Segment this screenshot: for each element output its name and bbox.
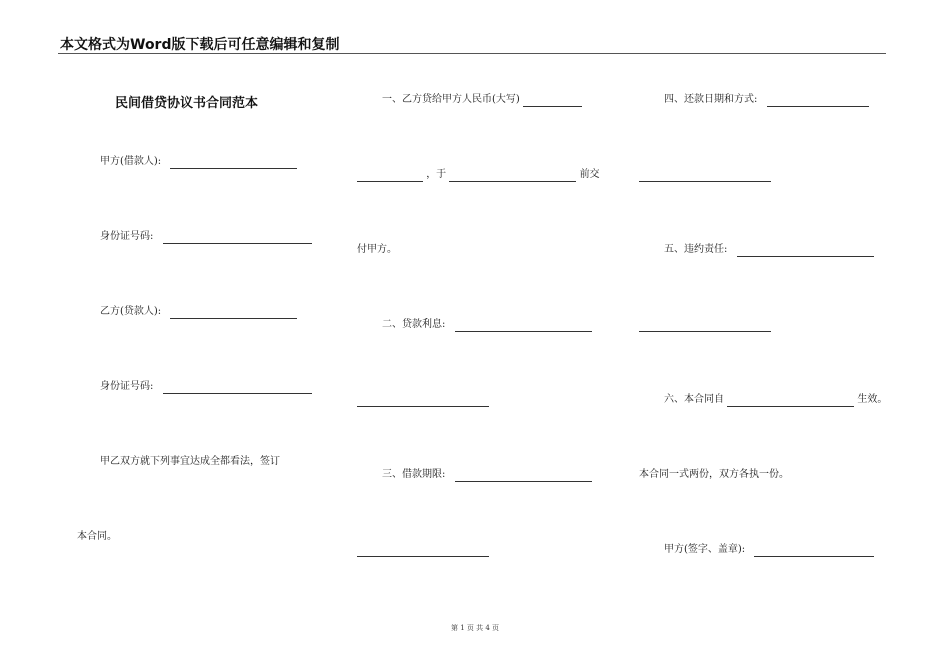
party-b-line xyxy=(100,305,297,319)
item6-line xyxy=(664,393,887,407)
id-b-label: 身份证号码: xyxy=(100,381,154,392)
item4-blank-2 xyxy=(639,169,771,182)
item4-blank xyxy=(767,94,869,107)
item4-cont-line xyxy=(639,168,771,182)
sign-a-blank xyxy=(754,544,874,557)
item1-date-blank xyxy=(449,169,576,182)
item4-label: 四、还款日期和方式: xyxy=(664,94,758,105)
item5-label: 五、违约责任: xyxy=(664,244,728,255)
item1-blank-a xyxy=(357,169,423,182)
item1-cont-line: 付甲方。 xyxy=(357,244,397,255)
item1-label: 一、乙方贷给甲方人民币(大写) xyxy=(382,94,520,105)
item6-end-text: 生效。 xyxy=(857,394,888,405)
item5-cont-line xyxy=(639,318,771,332)
item1-mid-text: ，于 xyxy=(426,169,447,180)
item1-amount-blank xyxy=(523,94,582,107)
item2-cont-line xyxy=(357,393,489,407)
item2-label: 二、贷款利息: xyxy=(382,319,446,330)
document-title: 民间借贷协议书合同范本 xyxy=(115,96,259,111)
intro-line-1: 甲乙双方就下列事宜达成全都看法，签订 xyxy=(100,456,280,467)
id-b-line xyxy=(100,380,312,394)
item6-label: 六、本合同自 xyxy=(664,394,724,405)
header-divider xyxy=(58,53,886,54)
item3-label: 三、借款期限: xyxy=(382,469,446,480)
item1-line xyxy=(382,93,582,107)
id-a-label: 身份证号码: xyxy=(100,231,154,242)
item3-cont-line xyxy=(357,543,489,557)
item2-blank xyxy=(455,319,592,332)
sign-a-label: 甲方(签字、盖章): xyxy=(664,544,746,555)
page-footer: 第 1 页 共 4 页 xyxy=(450,624,500,632)
page-header: 本文格式为Word版下载后可任意编辑和复制 xyxy=(60,37,340,53)
item6-date-blank xyxy=(727,394,854,407)
item3-blank xyxy=(455,469,592,482)
item1-line-2 xyxy=(357,168,600,182)
id-b-blank xyxy=(163,381,312,394)
party-b-blank xyxy=(170,306,297,319)
item3-blank-2 xyxy=(357,544,489,557)
item2-blank-2 xyxy=(357,394,489,407)
item4-line xyxy=(664,93,869,107)
party-a-line xyxy=(100,155,297,169)
copies-line: 本合同一式两份，双方各执一份。 xyxy=(639,469,789,480)
item5-blank xyxy=(737,244,874,257)
item5-blank-2 xyxy=(639,319,771,332)
sign-a-line xyxy=(664,543,874,557)
intro-line-2: 本合同。 xyxy=(77,531,117,542)
party-a-label: 甲方(借款人): xyxy=(100,156,162,167)
item5-line xyxy=(664,243,874,257)
party-b-label: 乙方(贷款人): xyxy=(100,306,162,317)
item1-end-text: 前交 xyxy=(579,169,600,180)
id-a-line xyxy=(100,230,312,244)
item3-line xyxy=(382,468,592,482)
item2-line xyxy=(382,318,592,332)
id-a-blank xyxy=(163,231,312,244)
party-a-blank xyxy=(170,156,297,169)
